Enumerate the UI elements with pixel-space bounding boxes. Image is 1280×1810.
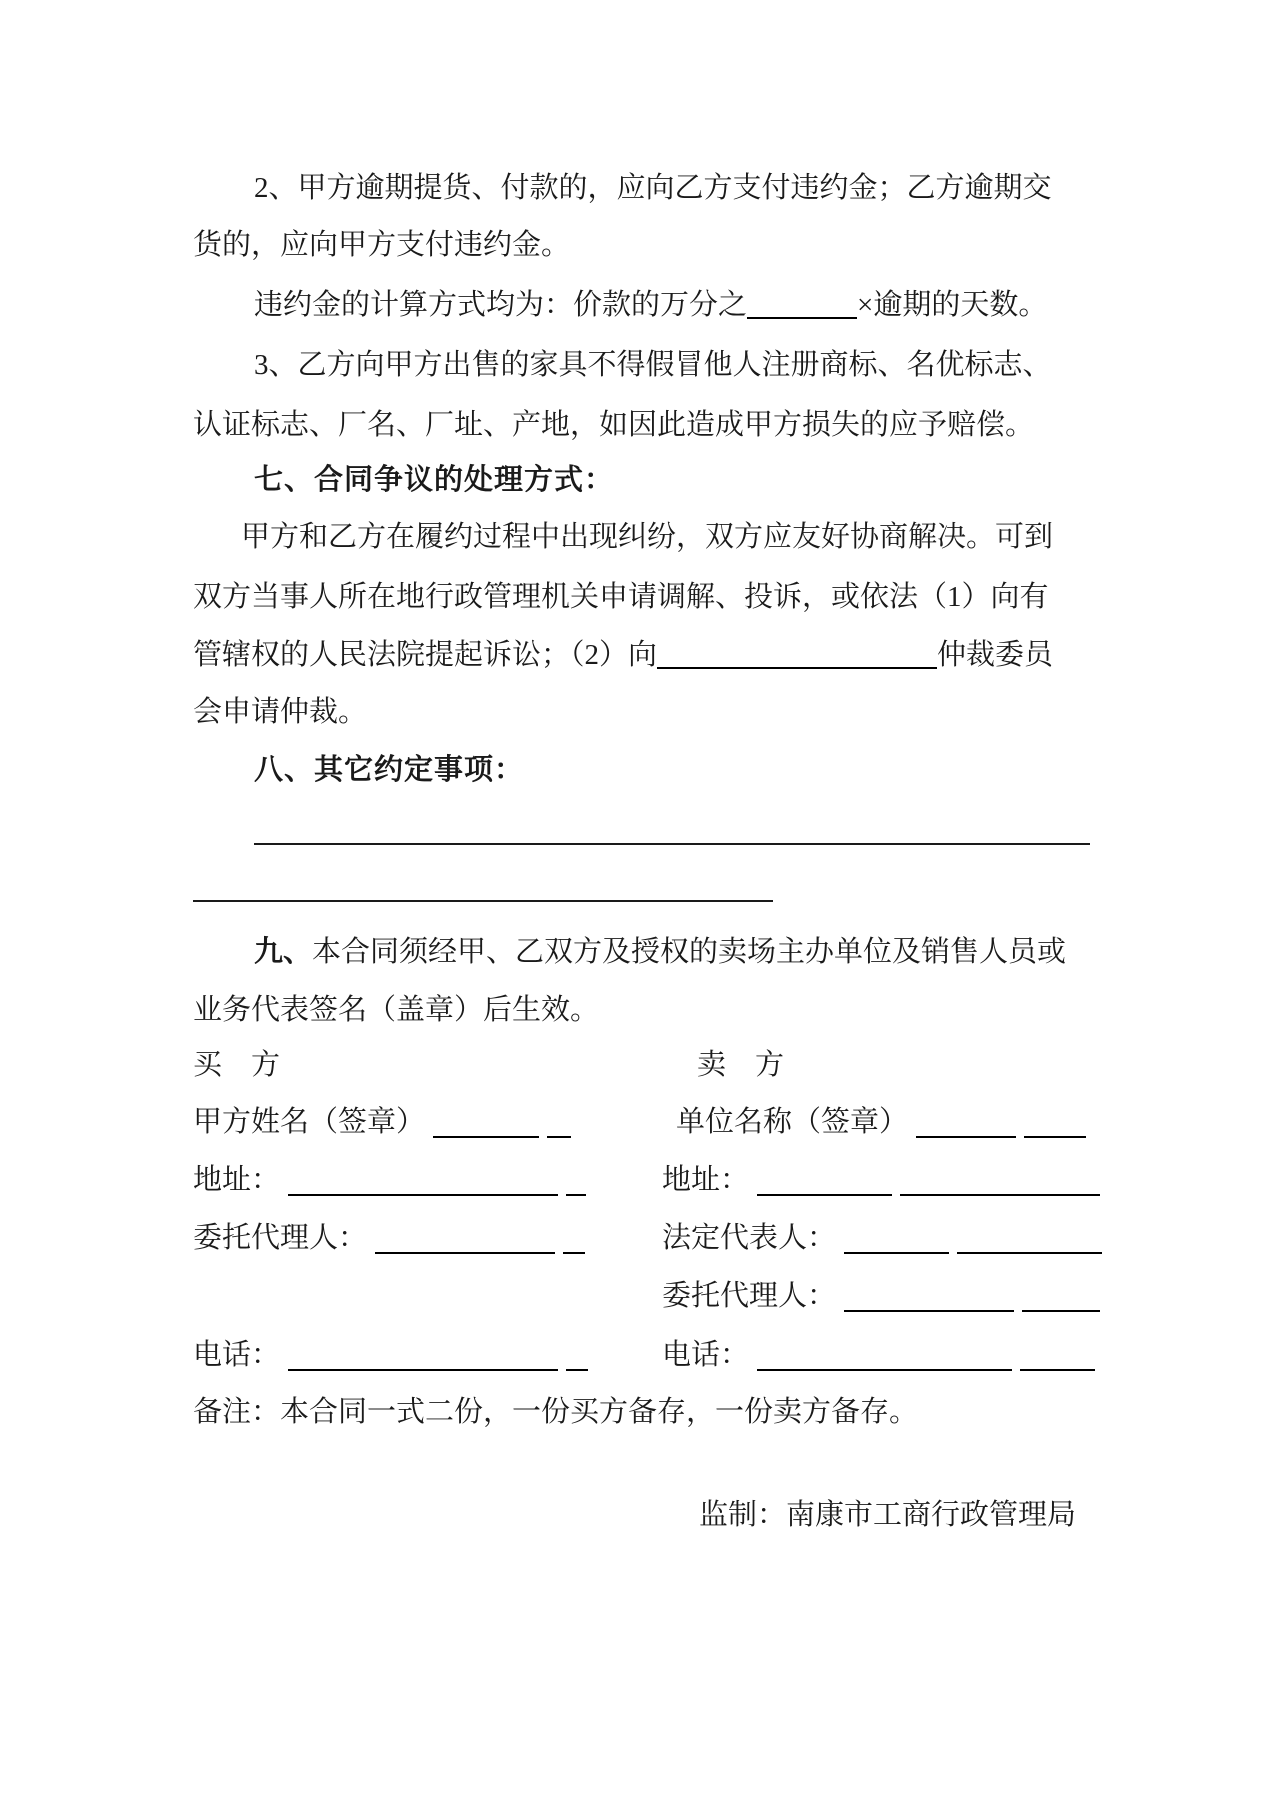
section7-line1: 甲方和乙方在履约过程中出现纠纷，双方应友好协商解决。可到 [241,521,1054,553]
buyer-agent-blank [375,1223,555,1254]
seller-name-blank-2 [1024,1107,1086,1138]
seller-agent-blank-2 [1022,1281,1100,1312]
seller-address-blank [757,1165,892,1196]
footer-row [193,1487,1098,1544]
seller-name-label: 单位名称（签章） [676,1106,909,1138]
seller-rep-field [662,1210,1102,1267]
buyer-address-blank-2 [566,1165,586,1196]
penalty-prefix-text: 违约金的计算方式均为：价款的万分之 [254,289,748,321]
section9-line1-text: 本合同须经甲、乙双方及授权的卖场主办单位及销售人员或 [312,936,1067,968]
seller-rep-blank [844,1223,949,1254]
buyer-name-field [193,1094,571,1151]
seller-phone-blank [757,1340,1012,1371]
address-row [193,1152,1098,1209]
name-row [193,1094,1098,1151]
penalty-suffix-text: ×逾期的天数。 [857,289,1048,321]
document-content [193,0,1098,1810]
seller-agent-field [662,1268,1100,1325]
buyer-agent-blank-2 [563,1223,585,1254]
section7-line2: 双方当事人所在地行政管理机关申请调解、投诉，或依法（1）向有 [193,581,1049,613]
section7-heading: 七、合同争议的处理方式： [254,464,615,496]
section7-arbitration-line [193,627,1098,684]
phone-row [193,1327,1098,1384]
section7-line4: 会申请仲裁。 [193,696,368,728]
buyer-address-label: 地址： [193,1164,281,1196]
penalty-rate-blank [747,288,857,319]
seller-name-blank [916,1107,1016,1138]
buyer-header: 买 方 [193,1049,281,1081]
clause2-line2: 货的，应向甲方支付违约金。 [193,229,571,261]
clause3-line1: 3、乙方向甲方出售的家具不得假冒他人注册商标、名优标志、 [254,349,1052,381]
seller-address-label: 地址： [662,1164,750,1196]
section9-line2: 业务代表签名（盖章）后生效。 [193,994,600,1026]
seller-agent-label: 委托代理人： [662,1280,837,1312]
buyer-phone-field [193,1327,588,1384]
seller-rep-label: 法定代表人： [662,1222,837,1254]
section8-heading: 八、其它约定事项： [254,754,525,786]
seller-address-blank-2 [900,1165,1100,1196]
section9-number: 九、 [254,936,313,968]
other-matters-blank-line-2 [193,900,773,902]
section9-line1 [193,924,1159,981]
copies-note: 备注：本合同一式二份，一份买方备存，一份卖方备存。 [193,1396,919,1428]
buyer-address-field [193,1152,586,1209]
seller-phone-label: 电话： [662,1339,750,1371]
party-headers-row [193,1037,1098,1094]
clause2-line1: 2、甲方逾期提货、付款的，应向乙方支付违约金；乙方逾期交 [254,172,1052,204]
buyer-phone-label: 电话： [193,1339,281,1371]
buyer-agent-label: 委托代理人： [193,1222,368,1254]
seller-agent-row [193,1268,1098,1325]
seller-agent-blank [844,1281,1014,1312]
buyer-name-blank [433,1107,539,1138]
buyer-name-label: 甲方姓名（签章） [193,1106,426,1138]
arbitration-prefix-text: 管辖权的人民法院提起诉讼；（2）向 [193,639,658,671]
agent-rep-row [193,1210,1098,1267]
clause3-line2: 认证标志、厂名、厂址、产地，如因此造成甲方损失的应予赔偿。 [193,409,1035,441]
arbitration-suffix-text: 仲裁委员 [937,639,1054,671]
seller-rep-blank-2 [957,1223,1102,1254]
buyer-agent-field [193,1210,585,1267]
supervision-text: 监制：南康市工商行政管理局 [699,1499,1077,1531]
buyer-phone-blank-2 [566,1340,588,1371]
buyer-phone-blank [288,1340,558,1371]
other-matters-blank-line-1 [254,843,1090,845]
buyer-name-blank-2 [547,1107,571,1138]
seller-address-field [662,1152,1100,1209]
seller-phone-field [662,1327,1095,1384]
seller-phone-blank-2 [1020,1340,1095,1371]
arbitration-committee-blank [657,638,937,669]
penalty-calculation-line [193,277,1159,334]
seller-header: 卖 方 [697,1049,785,1081]
seller-name-field [676,1094,1086,1151]
buyer-address-blank [288,1165,558,1196]
